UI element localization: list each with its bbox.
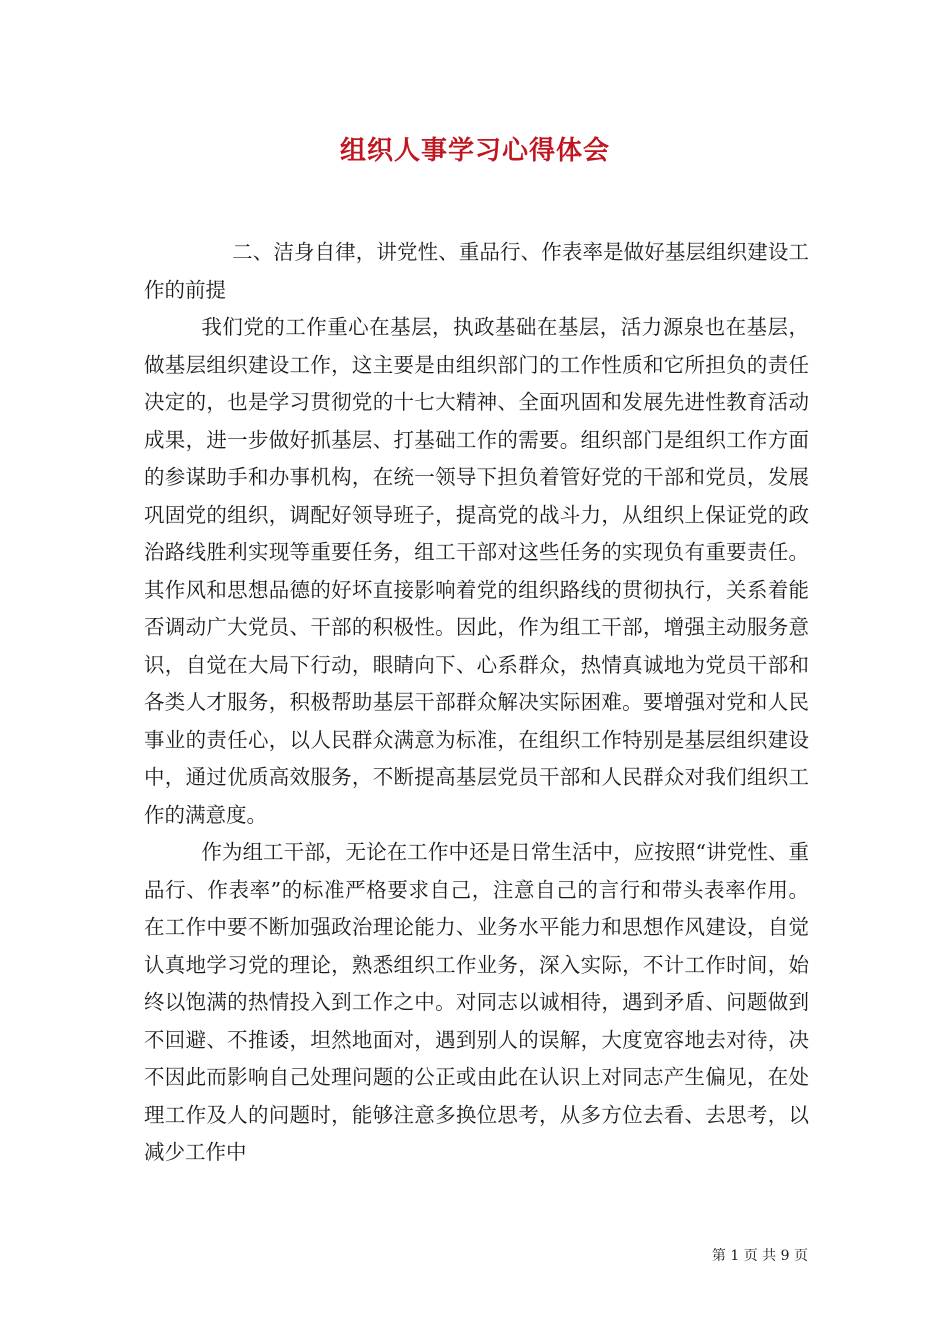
body-paragraph-2: 作为组工干部，无论在工作中还是日常生活中，应按照“讲党性、重品行、作表率”的标准严格要求自己，注意自己的言行和带头表率作用。在工作中要不断加强政治理论能力、业务水平能力和思想作风建设，自觉认真地学习党的理论，熟悉组织工作业务，深入实际，不计工作时间，始终以饱满的热情投入到工作之中。对同志以诚相待，遇到矛盾、问题做到不回避、不推诿，坦然地面对，遇到别人的误解，大度宽容地去对待，决不因此而影响自己处理问题的公正或由此在认识上对同志产生偏见，在处理工作及人的问题时，能够注意多换位思考，从多方位去看、去思考，以减少工作中	[144, 840, 809, 1164]
document-title: 组织人事学习心得体会	[339, 136, 610, 166]
page-number-footer: 第 1 页 共 9 页	[711, 1248, 808, 1264]
document-body	[144, 234, 809, 1172]
section-heading-paragraph: 二、洁身自律，讲党性、重品行、作表率是做好基层组织建设工作的前提	[144, 240, 809, 302]
body-paragraph-1: 我们党的工作重心在基层，执政基础在基层，活力源泉也在基层，做基层组织建设工作，这主要是由组织部门的工作性质和它所担负的责任决定的，也是学习贯彻党的十七大精神、全面巩固和发展先进性教育活动成果，进一步做好抓基层、打基础工作的需要。组织部门是组织工作方面的参谋助手和办事机构，在统一领导下担负着管好党的干部和党员，发展巩固党的组织，调配好领导班子，提高党的战斗力，从组织上保证党的政治路线胜利实现等重要任务，组工干部对这些任务的实现负有重要责任。其作风和思想品德的好坏直接影响着党的组织路线的贯彻执行，关系着能否调动广大党员、干部的积极性。因此，作为组工干部，增强主动服务意识，自觉在大局下行动，眼睛向下、心系群众，热情真诚地为党员干部和各类人才服务，积极帮助基层干部群众解决实际困难。要增强对党和人民事业的责任心，以人民群众满意为标准，在组织工作特别是基层组织建设中，通过优质高效服务，不断提高基层党员干部和人民群众对我们组织工作的满意度。	[144, 315, 809, 827]
